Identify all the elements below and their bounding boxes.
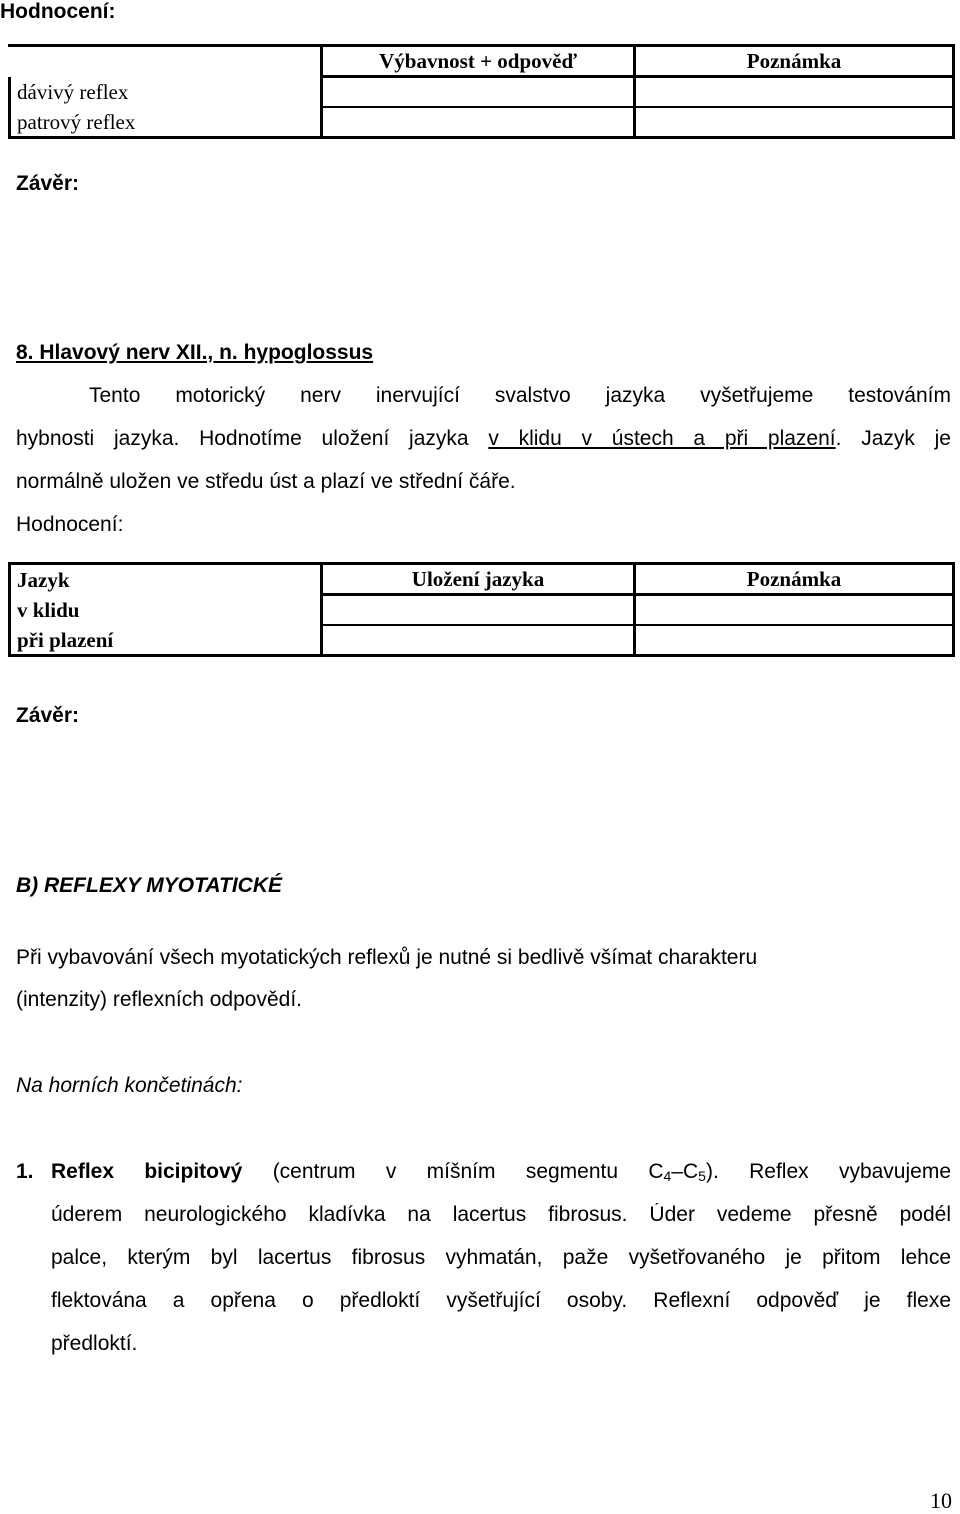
table-header-row [10,564,954,595]
table-cell [635,595,954,626]
item-line1 [51,1160,951,1188]
table-cell [635,107,954,138]
section2-heading: Hodnocení: [16,513,124,536]
table-row [10,595,954,626]
table-cell: dávivý reflex [10,77,322,108]
para-text: . Jazyk je [835,427,951,450]
section2-conclusion: Závěr: [16,704,80,727]
item-number: 1. [16,1160,34,1183]
section1-heading: Hodnocení: [0,0,116,23]
item-line3: palce, kterým byl lacertus fibrosus vyhmatán, paže vyšetřovaného je přitom lehce [51,1246,951,1269]
header-cell: Výbavnost + odpověď [322,46,635,77]
section2-para-line2 [16,427,951,451]
table-row [10,625,954,656]
table-cell [322,625,635,656]
table-cell [322,595,635,626]
table-cell [635,77,954,108]
section1-table [8,44,955,139]
table-cell: v klidu [10,595,322,626]
table-cell: patrový reflex [10,107,322,138]
item-title: Reflex bicipitový [51,1160,243,1183]
table-row [10,77,954,108]
section3-title: B) REFLEXY MYOTATICKÉ [16,874,283,897]
section2-para-line1: Tento motorický nerv inervující svalstvo jazyka vyšetřujeme testováním [89,384,951,407]
subscript: 4 [663,1168,672,1184]
para-text: hybnosti jazyka. Hodnotíme uložení jazyka [16,427,489,450]
table-cell: při plazení [10,625,322,656]
section3-para-line2: (intenzity) reflexních odpovědí. [16,988,302,1011]
table-header-row [10,46,954,77]
section3-subheading: Na horních končetinách: [16,1074,243,1097]
section2-para-line3: normálně uložen ve středu úst a plazí ve střední čáře. [16,470,516,493]
item-text: (centrum v míšním segmentu C [242,1160,664,1183]
section2-title [16,341,373,365]
page-number: 10 [930,1488,952,1513]
header-cell [10,46,322,77]
section3-para-line1: Při vybavování všech myotatických reflexů je nutné si bedlivě všímat charakteru [16,946,758,969]
header-cell: Jazyk [10,564,322,595]
item-text: –C [671,1160,699,1183]
item-line4: flektována a opřena o předloktí vyšetřující osoby. Reflexní odpověď je flexe [51,1289,951,1312]
section1-conclusion: Závěr: [16,172,80,195]
table-cell [322,107,635,138]
table-row [10,107,954,138]
section2-table [8,562,955,657]
header-cell: Poznámka [635,46,954,77]
item-text: ). Reflex vybavujeme [705,1160,951,1183]
section2-title-text: 8. Hlavový nerv XII., n. hypoglossus [16,341,374,364]
table-cell [322,77,635,108]
item-line5: předloktí. [51,1332,138,1355]
para-underlined: v klidu v ústech a při plazení [488,427,836,450]
item-line2: úderem neurologického kladívka na lacertus fibrosus. Úder vedeme přesně podél [51,1203,951,1226]
header-cell: Poznámka [635,564,954,595]
header-cell: Uložení jazyka [322,564,635,595]
subscript: 5 [698,1168,706,1184]
table-cell [635,625,954,656]
